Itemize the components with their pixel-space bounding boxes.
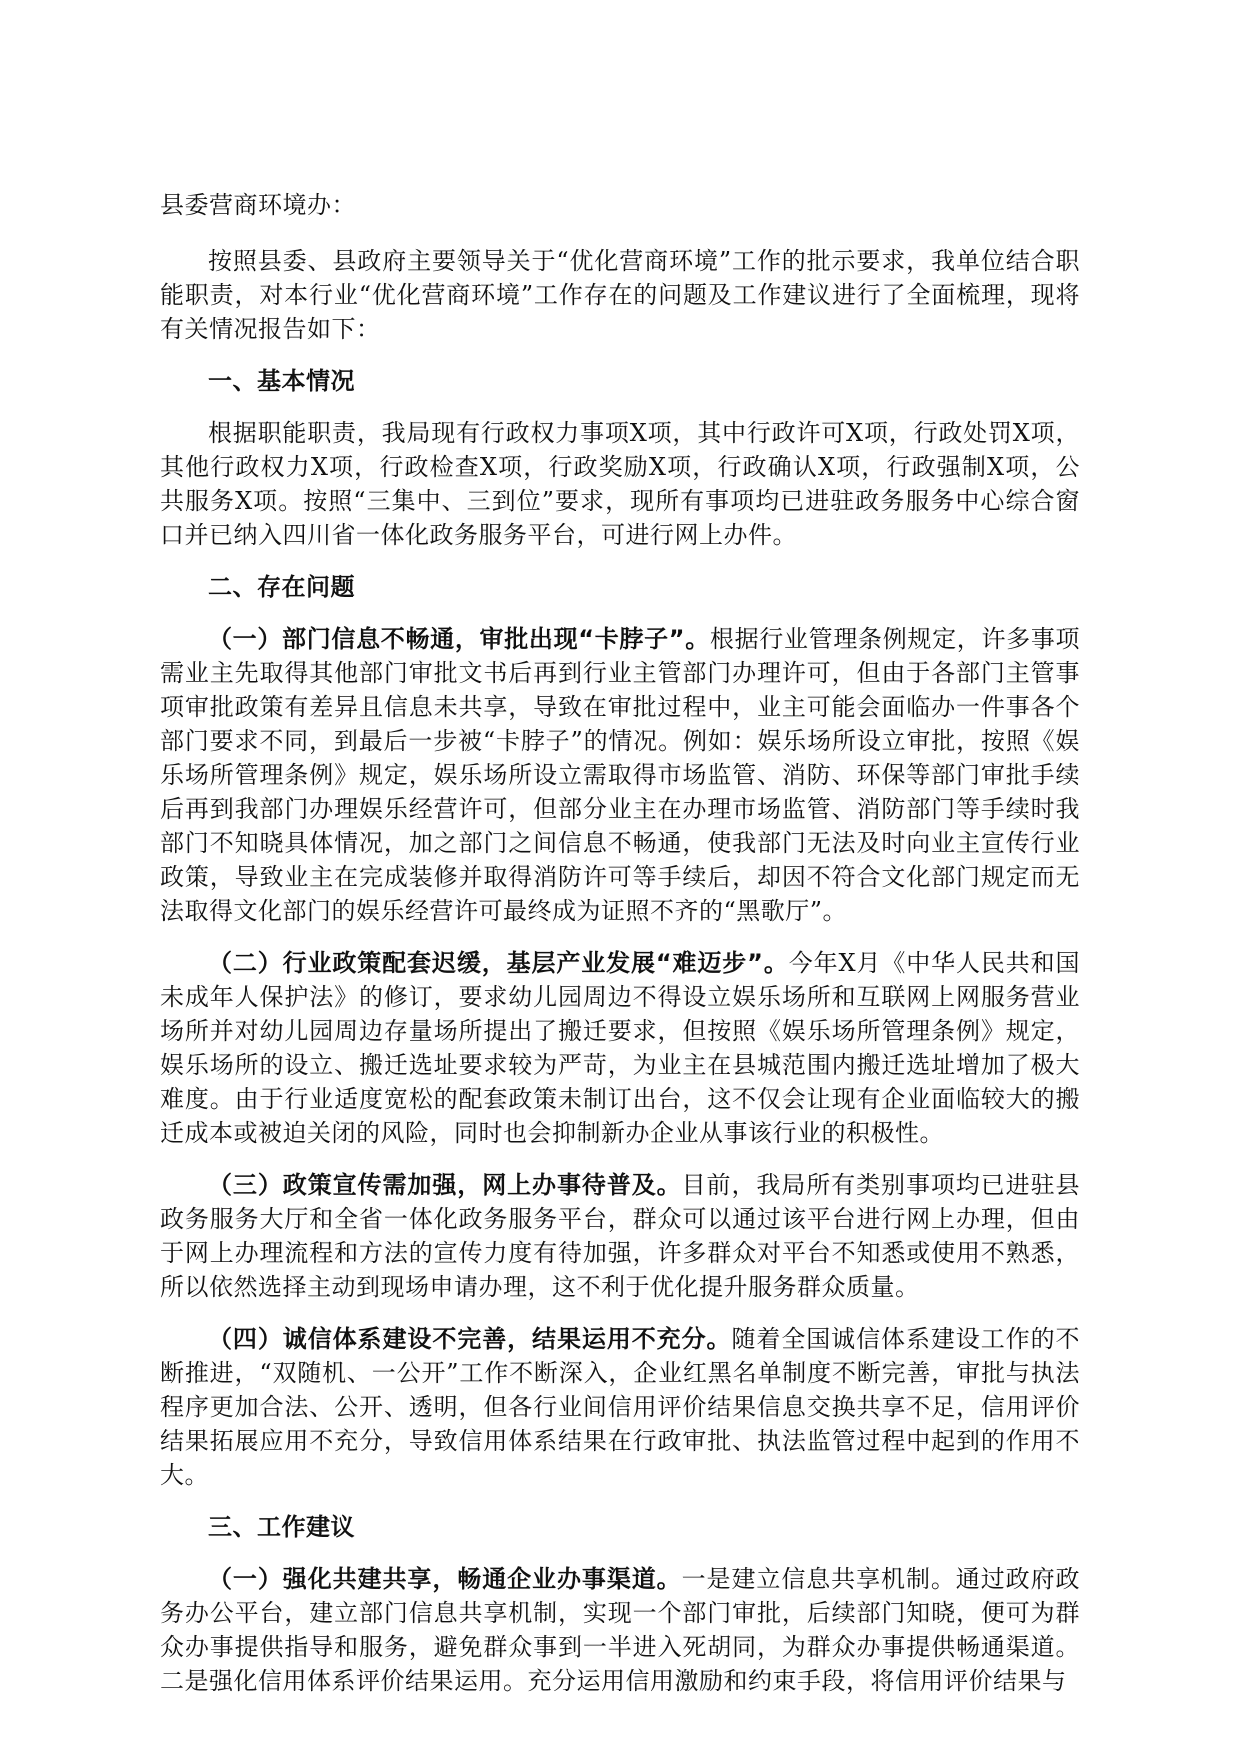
problem-paragraph xyxy=(160,946,1080,1150)
section-body-basic: 根据职能职责，我局现有行政权力事项X项，其中行政许可X项，行政处罚X项，其他行政权力X项，行政检查X项，行政奖励X项，行政确认X项，行政强制X项，公共服务X项。按照“三集中、三到位”要求，现所有事项均已进驻政务服务中心综合窗口并已纳入四川省一体化政务服务平台，可进行网上办件。 xyxy=(160,419,1080,549)
problem-lead: （二）行业政策配套迟缓，基层产业发展“难迈步”。 xyxy=(208,949,789,977)
problem-lead: （三）政策宣传需加强，网上办事待普及。 xyxy=(208,1171,682,1199)
problem-paragraph xyxy=(160,1168,1080,1304)
section-heading-basic: 一、基本情况 xyxy=(208,367,355,395)
section-heading-suggestions: 三、工作建议 xyxy=(208,1513,355,1541)
problem-lead: （四）诚信体系建设不完善，结果运用不充分。 xyxy=(208,1325,732,1353)
salutation: 县委营商环境办： xyxy=(160,191,356,219)
problem-lead: （一）部门信息不畅通，审批出现“卡脖子”。 xyxy=(208,625,710,653)
problem-paragraph xyxy=(160,622,1080,928)
problem-text: 今年X月《中华人民共和国未成年人保护法》的修订，要求幼儿园周边不得设立娱乐场所和互联网上网服务营业场所并对幼儿园周边存量场所提出了搬迁要求，但按照《娱乐场所管理条例》规定，娱乐场所的设立、搬迁选址要求较为严苛，为业主在县城范围内搬迁选址增加了极大难度。由于行业适度宽松的配套政策未制订出台，这不仅会让现有企业面临较大的搬迁成本或被迫关闭的风险，同时也会抑制新办企业从事该行业的积极性。 xyxy=(160,949,1081,1147)
intro-paragraph: 按照县委、县政府主要领导关于“优化营商环境”工作的批示要求，我单位结合职能职责，对本行业“优化营商环境”工作存在的问题及工作建议进行了全面梳理，现将有关情况报告如下： xyxy=(160,247,1080,343)
suggestion-lead: （一）强化共建共享，畅通企业办事渠道。 xyxy=(208,1565,682,1593)
section-heading-problems: 二、存在问题 xyxy=(208,573,355,601)
suggestion-paragraph xyxy=(160,1562,1080,1698)
suggestion-text: 一是建立信息共享机制。通过政府政务办公平台，建立部门信息共享机制，实现一个部门审批，后续部门知晓，便可为群众办事提供指导和服务，避免群众事到一半进入死胡同，为群众办事提供畅通渠道。二是强化信用体系评价结果运用。充分运用信用激励和约束手段，将信用评价结果与 xyxy=(160,1565,1081,1695)
problem-text: 根据行业管理条例规定，许多事项需业主先取得其他部门审批文书后再到行业主管部门办理许可，但由于各部门主管事项审批政策有差异且信息未共享，导致在审批过程中，业主可能会面临办一件事各个部门要求不同，到最后一步被“卡脖子”的情况。例如：娱乐场所设立审批，按照《娱乐场所管理条例》规定，娱乐场所设立需取得市场监管、消防、环保等部门审批手续后再到我部门办理娱乐经营许可，但部分业主在办理市场监管、消防部门等手续时我部门不知晓具体情况，加之部门之间信息不畅通，使我部门无法及时向业主宣传行业政策，导致业主在完成装修并取得消防许可等手续后，却因不符合文化部门规定而无法取得文化部门的娱乐经营许可最终成为证照不齐的“黑歌厅”。 xyxy=(160,625,1081,925)
problem-paragraph xyxy=(160,1322,1080,1492)
problem-text: 随着全国诚信体系建设工作的不断推进，“双随机、一公开”工作不断深入，企业红黑名单制度不断完善，审批与执法程序更加合法、公开、透明，但各行业间信用评价结果信息交换共享不足，信用评价结果拓展应用不充分，导致信用体系结果在行政审批、执法监管过程中起到的作用不大。 xyxy=(160,1325,1081,1489)
problem-text: 目前，我局所有类别事项均已进驻县政务服务大厅和全省一体化政务服务平台，群众可以通过该平台进行网上办理，但由于网上办理流程和方法的宣传力度有待加强，许多群众对平台不知悉或使用不熟悉，所以依然选择主动到现场申请办理，这不利于优化提升服务群众质量。 xyxy=(160,1171,1081,1301)
